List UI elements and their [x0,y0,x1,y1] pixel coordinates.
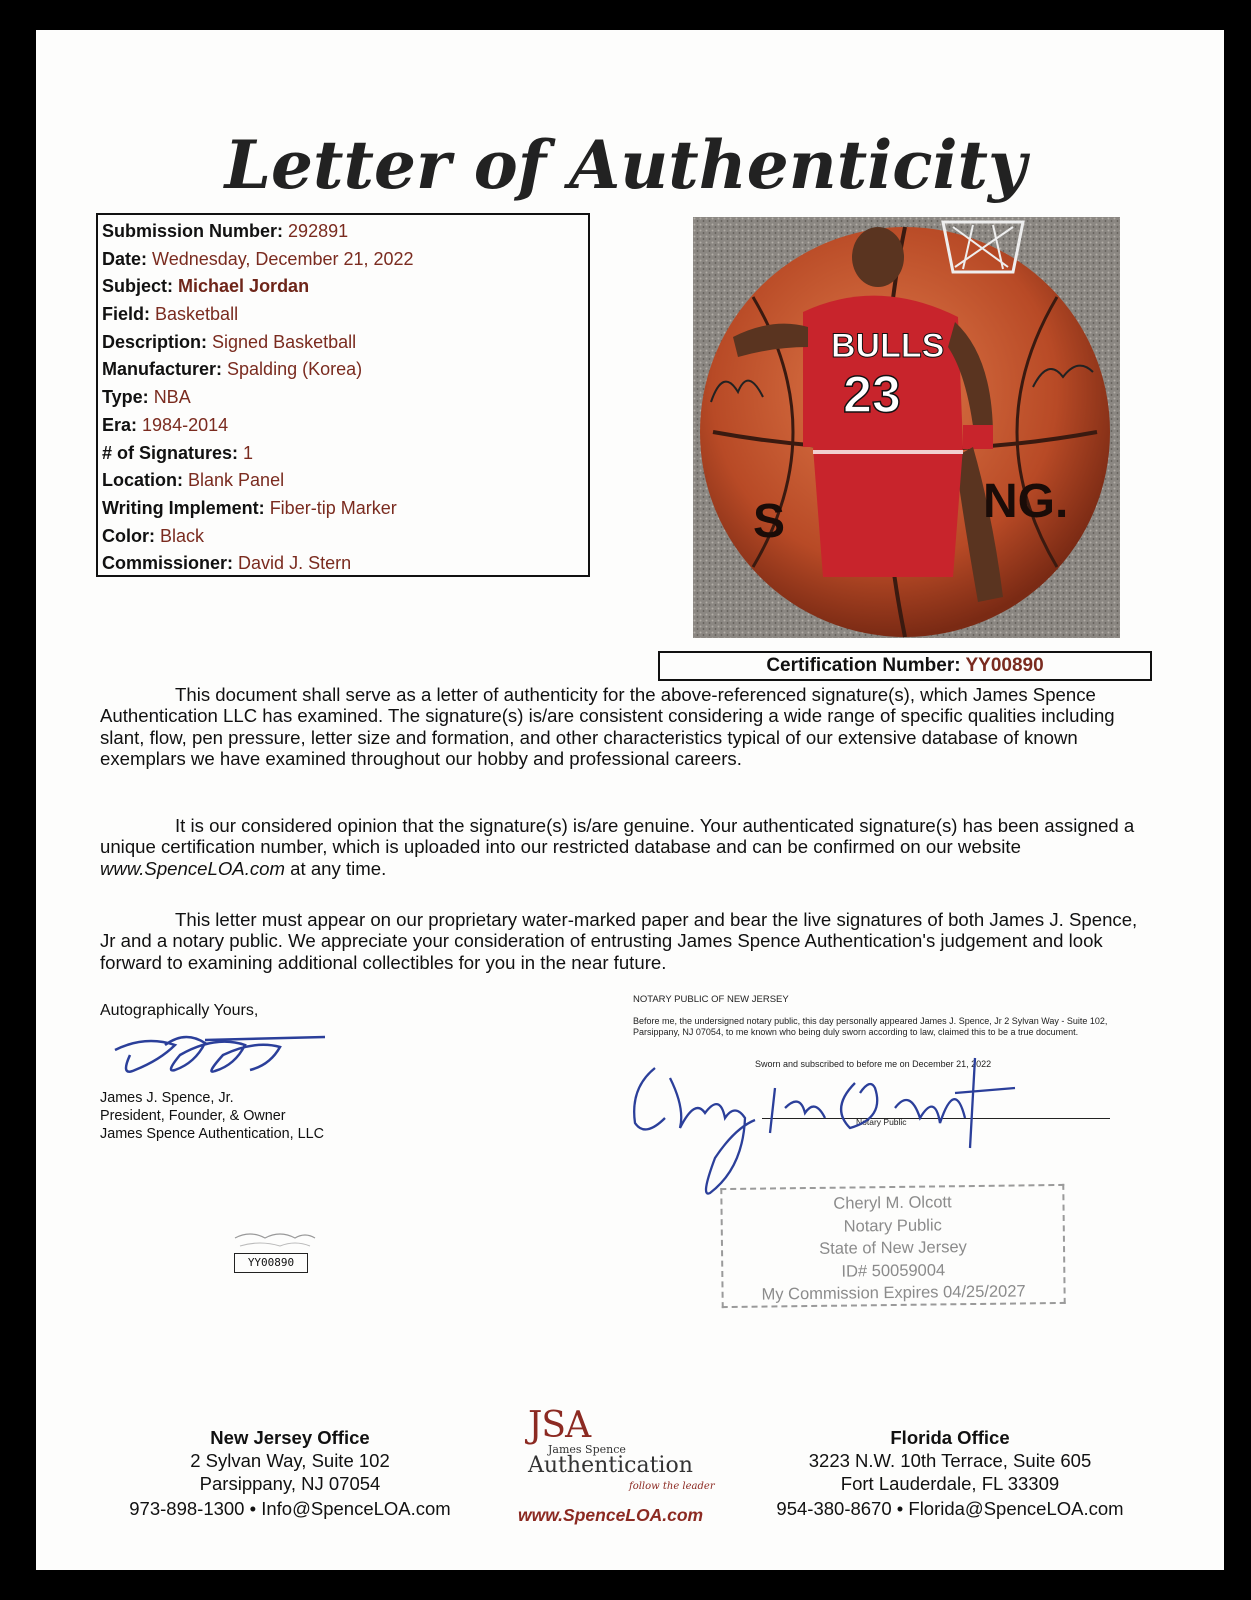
basketball-photo [693,217,1120,638]
info-row: Era: 1984-2014 [102,414,229,435]
certification-number-box: Certification Number: YY00890 [658,651,1152,681]
jersey-team-text: BULLS [831,327,945,365]
ball-brand-right: NG. [983,475,1069,528]
page-title: Letter of Authenticity [224,126,1027,204]
sworn-date: Sworn and subscribed to before me on December 21, 2022 [755,1059,992,1069]
notary-line-label: Notary Public [856,1117,907,1127]
fl-office: Florida Office 3223 N.W. 10th Terrace, Suite 605 Fort Lauderdale, FL 33309 954-380-8670 • Florida@SpenceLOA.com [776,1427,1124,1520]
spence-signature [105,1015,335,1085]
hologram-sticker-pattern [230,1228,320,1256]
info-row: Manufacturer: Spalding (Korea) [102,359,363,380]
paragraph-3: This letter must appear on our proprietary water-marked paper and bear the live signatures of both James J. Spence, Jr and a notary public. We appreciate your consideration of entrusting James Spence Authentication's judgement and look forward to examining additional collectibles for you in the near future. [100,909,1138,973]
info-row: Date: Wednesday, December 21, 2022 [102,248,414,269]
notary-statement: Before me, the undersigned notary public, this day personally appeared James J. Spence, Jr 2 Sylvan Way - Suite 102, Parsippany, NJ 07054, to me known who being duly sworn according to law, claimed this to be a true document. [633,1016,1108,1037]
info-row: Subject: Michael Jordan [102,276,310,297]
nj-office: New Jersey Office 2 Sylvan Way, Suite 102 Parsippany, NJ 07054 973-898-1300 • Info@SpenceLOA.com [129,1427,451,1520]
jsa-mark: JSA [528,1405,591,1446]
website-link[interactable]: www.SpenceLOA.com [100,857,285,879]
signer-name: James J. Spence, Jr. [100,1090,234,1106]
salutation: Autographically Yours, [100,1002,259,1019]
paragraph-1: This document shall serve as a letter of authenticity for the above-referenced signature(s), which James Spence Authentication LLC has examined. The signature(s) is/are consistent considering a wide range of specific qualities including slant, flow, pen pressure, letter size and formation, and other characteristics typical of our extensive database of known exemplars we have examined throughout our hobby and professional careers. [100,684,1115,770]
info-row: # of Signatures: 1 [102,442,254,463]
info-row: Submission Number: 292891 [102,221,349,241]
jsa-logo: JSA James Spence Authentication follow the leader www.SpenceLOA.com [518,1405,715,1525]
certification-number: YY00890 [965,655,1044,676]
signer-title: President, Founder, & Owner [100,1108,286,1124]
certification-sticker: YY00890 [234,1253,308,1273]
info-row: Description: Signed Basketball [102,331,357,352]
info-row: Location: Blank Panel [102,470,285,491]
notary-stamp: Cheryl M. Olcott Notary Public State of New Jersey ID# 50059004 My Commission Expires 04/25/2027 [720,1184,1065,1308]
jersey-number-text: 23 [843,366,901,424]
info-row: Color: Black [102,525,205,546]
signer-company: James Spence Authentication, LLC [100,1126,324,1142]
info-row: Field: Basketball [102,304,239,325]
info-row: Writing Implement: Fiber-tip Marker [102,497,397,518]
ball-brand-left: S [753,495,786,548]
info-row: Type: NBA [102,387,191,408]
notary-signature [625,1048,1025,1203]
info-row: Commissioner: David J. Stern [102,553,352,574]
submission-info-box [96,213,590,577]
basketball-illustration [693,217,1120,638]
paragraph-2: It is our considered opinion that the signature(s) is/are genuine. Your authenticated signature(s) has been assigned a unique certification number, which is uploaded into our restricted database and can be confirmed on our website www.SpenceLOA.com at any time. [100,815,1135,879]
notary-heading: NOTARY PUBLIC OF NEW JERSEY [633,994,789,1005]
website-url[interactable]: www.SpenceLOA.com [518,1505,704,1525]
